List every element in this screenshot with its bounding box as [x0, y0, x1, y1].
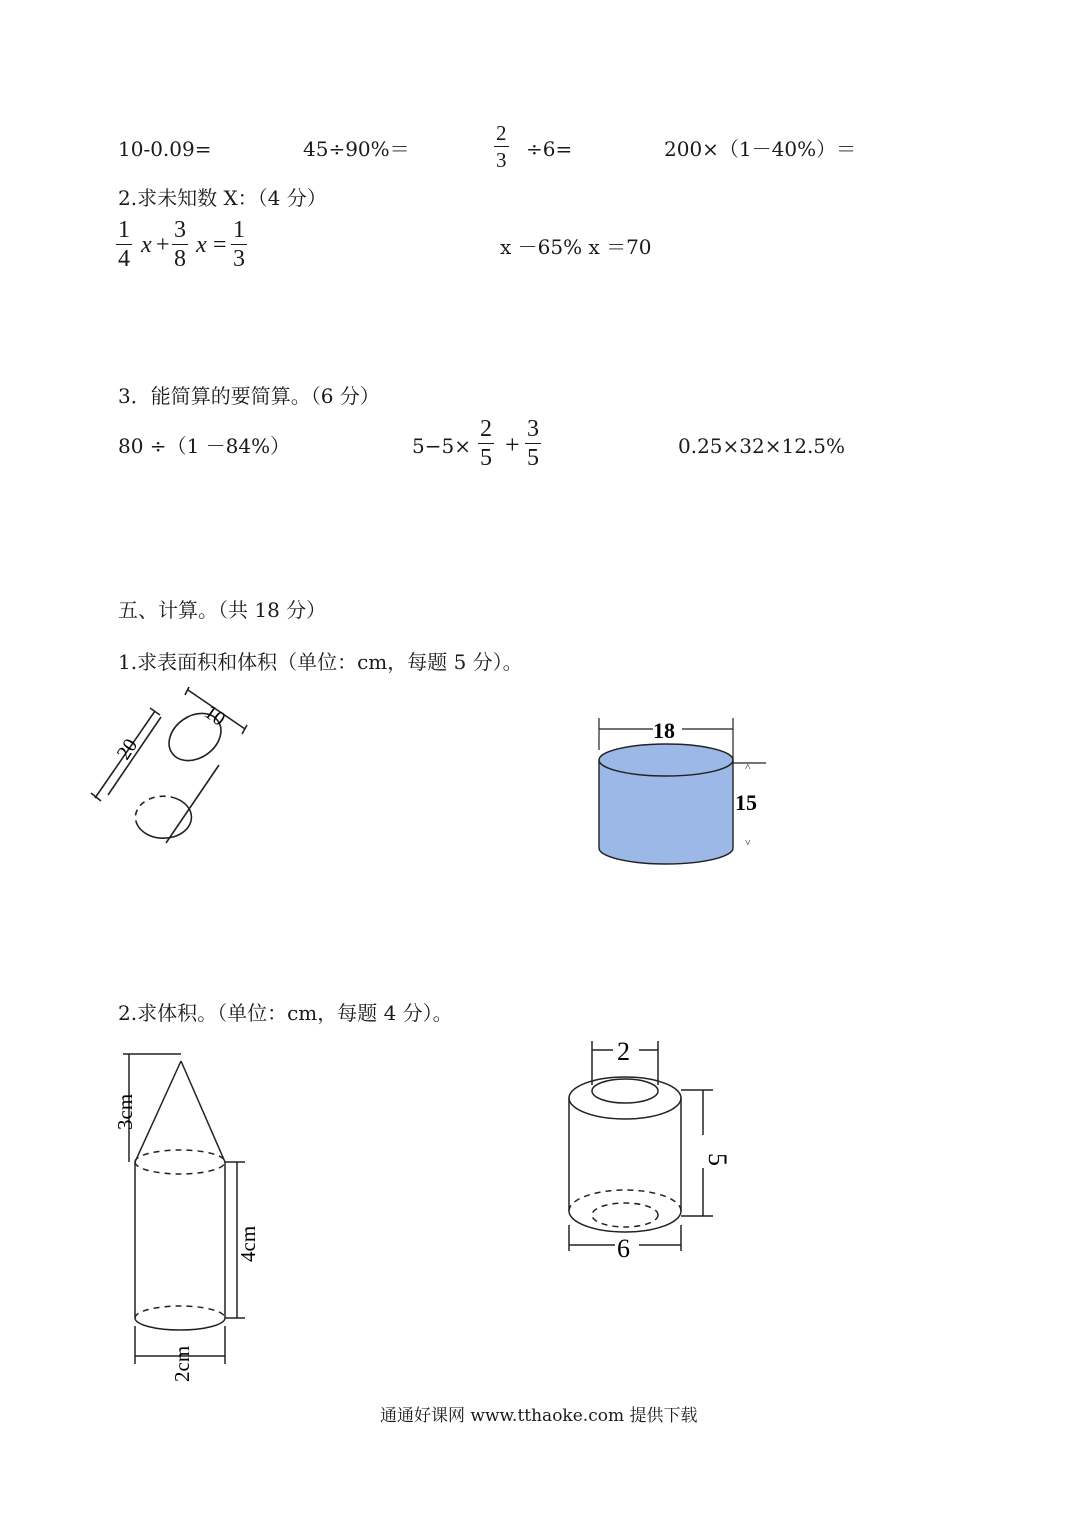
outer-diameter-label: 6 — [617, 1234, 630, 1263]
question-2-title: 2.求未知数 X：（4 分） — [118, 186, 327, 210]
expr-45-div: 45÷90%＝ — [303, 137, 410, 161]
cone-edge — [181, 1061, 225, 1162]
numerator: 1 — [118, 217, 130, 243]
bottom-ellipse-back — [135, 796, 171, 826]
section-5-title: 五、计算。（共 18 分） — [118, 598, 327, 622]
plus-sign: + — [505, 430, 520, 459]
expr-div-6: ÷6= — [526, 137, 573, 161]
equation-x-minus-65: x －65% x ＝70 — [500, 235, 652, 259]
cylinder-top-back — [135, 1150, 225, 1162]
fraction-1-3 — [231, 218, 247, 271]
fraction-bar — [172, 244, 188, 245]
cylinder-top-front — [135, 1162, 225, 1174]
fraction-bar — [116, 244, 132, 245]
dimension-tick — [150, 708, 160, 715]
height-label: 5 — [703, 1153, 732, 1166]
diameter-label: 18 — [653, 718, 675, 743]
expr-200-times: 200×（1－40%）＝ — [664, 137, 857, 161]
arrow-mark: ˅ — [745, 838, 751, 849]
section-5-q2: 2.求体积。（单位：cm，每题 4 分）。 — [118, 1001, 453, 1025]
fraction-3-8 — [172, 218, 188, 271]
inner-top-ellipse — [592, 1079, 658, 1103]
equals-sign: = — [213, 232, 227, 258]
expr-025-times: 0.25×32×12.5% — [678, 434, 846, 458]
cylinder-edge — [166, 765, 219, 843]
cone-height-label: 3cm — [113, 1093, 137, 1130]
denominator: 5 — [480, 445, 492, 471]
diameter-label: 10 — [200, 701, 230, 731]
fraction-bar — [494, 146, 509, 147]
numerator: 2 — [480, 416, 492, 442]
expr-5-minus: 5−5× — [412, 434, 471, 458]
fraction-bar — [478, 443, 494, 444]
cylinder-bottom-front — [135, 1318, 225, 1330]
cone-cylinder-figure — [105, 1050, 275, 1390]
numerator: 3 — [174, 217, 186, 243]
hollow-cylinder-figure — [555, 1035, 732, 1265]
footer-text: 通通好课网 www.tthaoke.com 提供下载 — [380, 1406, 698, 1426]
cylinder-height-label: 4cm — [236, 1225, 260, 1262]
outer-bottom-back — [569, 1190, 681, 1211]
fraction-1-4 — [116, 218, 132, 271]
outer-bottom-front — [569, 1211, 681, 1232]
denominator: 5 — [527, 445, 539, 471]
numerator: 2 — [496, 121, 507, 145]
outer-top-ellipse — [569, 1077, 681, 1119]
question-3-title: 3．能简算的要简算。（6 分） — [118, 384, 380, 408]
plus-sign: + — [156, 232, 170, 258]
fraction-2-5 — [478, 417, 494, 470]
dimension-tick — [242, 725, 247, 734]
cylinder-top — [599, 744, 733, 776]
section-5-q1: 1.求表面积和体积（单位：cm，每题 5 分）。 — [118, 650, 523, 674]
dimension-tick — [91, 793, 101, 801]
blue-cylinder-figure — [590, 710, 780, 870]
inner-diameter-label: 2 — [617, 1037, 630, 1066]
denominator: 3 — [233, 246, 245, 272]
fraction-bar — [525, 443, 541, 444]
expr-10-minus: 10-0.09= — [118, 137, 212, 161]
fraction-bar — [231, 244, 247, 245]
var-x: x — [141, 232, 152, 258]
diameter-label: 2cm — [170, 1345, 194, 1382]
numerator: 1 — [233, 217, 245, 243]
arrow-mark: ˄ — [745, 762, 751, 773]
tilted-cylinder-figure — [85, 685, 265, 860]
inner-bottom-ellipse — [592, 1203, 658, 1227]
fraction-two-thirds — [494, 122, 509, 171]
height-label: 15 — [735, 790, 757, 815]
denominator: 8 — [174, 246, 186, 272]
cylinder-bottom-back — [135, 1306, 225, 1318]
cone-edge — [135, 1061, 181, 1162]
fraction-3-5 — [525, 417, 541, 470]
denominator: 4 — [118, 246, 130, 272]
length-label: 20 — [112, 734, 143, 764]
var-x: x — [196, 232, 207, 258]
numerator: 3 — [527, 416, 539, 442]
denominator: 3 — [496, 148, 507, 172]
expr-80-div: 80 ÷（1 －84%） — [118, 434, 291, 458]
